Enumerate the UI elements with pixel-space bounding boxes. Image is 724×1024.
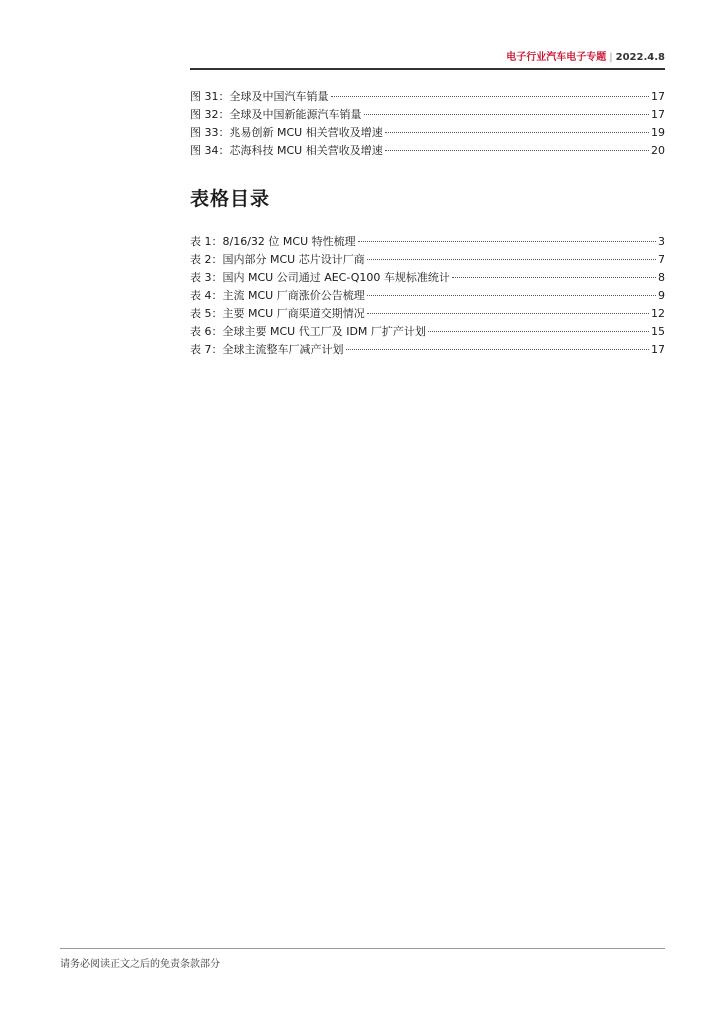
dot-leader: [452, 277, 656, 278]
table-list-item[interactable]: [190, 233, 665, 251]
table-list-item-label: 表 6：全球主要 MCU 代工厂及 IDM 厂扩产计划: [190, 325, 426, 338]
table-list-item[interactable]: [190, 341, 665, 359]
page-header: [190, 48, 665, 70]
table-list-item[interactable]: [190, 305, 665, 323]
figure-list-item-label: 图 31：全球及中国汽车销量: [190, 90, 329, 103]
figure-list: [190, 88, 665, 160]
figure-list-item-page: 17: [651, 90, 665, 103]
dot-leader: [428, 331, 649, 332]
table-list-item-label: 表 3：国内 MCU 公司通过 AEC-Q100 车规标准统计: [190, 271, 450, 284]
disclaimer-note: 请务必阅读正文之后的免责条款部分: [60, 959, 220, 970]
table-list-item[interactable]: [190, 251, 665, 269]
table-list-item-page: 3: [658, 235, 665, 248]
table-list-item[interactable]: [190, 287, 665, 305]
page-footer: [60, 948, 665, 970]
figure-list-item[interactable]: [190, 106, 665, 124]
dot-leader: [367, 295, 656, 296]
table-list-item-label: 表 5：主要 MCU 厂商渠道交期情况: [190, 307, 365, 320]
dot-leader: [364, 114, 650, 115]
figure-list-item-page: 19: [651, 126, 665, 139]
table-list-item-page: 9: [658, 289, 665, 302]
figure-list-item[interactable]: [190, 124, 665, 142]
dot-leader: [367, 313, 649, 314]
table-list: [190, 233, 665, 359]
table-list-item-label: 表 4：主流 MCU 厂商涨价公告梳理: [190, 289, 365, 302]
dot-leader: [385, 132, 649, 133]
dot-leader: [346, 349, 650, 350]
figure-list-item[interactable]: [190, 88, 665, 106]
figure-list-item-label: 图 34：芯海科技 MCU 相关营收及增速: [190, 144, 383, 157]
table-list-item-label: 表 1：8/16/32 位 MCU 特性梳理: [190, 235, 356, 248]
dot-leader: [385, 150, 649, 151]
dot-leader: [358, 241, 656, 242]
table-list-item-label: 表 2：国内部分 MCU 芯片设计厂商: [190, 253, 365, 266]
table-list-item[interactable]: [190, 269, 665, 287]
header-separator: |: [609, 52, 613, 63]
table-list-item-label: 表 7：全球主流整车厂减产计划: [190, 343, 344, 356]
table-list-item-page: 15: [651, 325, 665, 338]
figure-list-item-page: 20: [651, 144, 665, 157]
table-list-item-page: 7: [658, 253, 665, 266]
dot-leader: [367, 259, 656, 260]
header-title: 电子行业汽车电子专题: [506, 52, 607, 63]
header-date: 2022.4.8: [615, 52, 665, 63]
figure-list-item[interactable]: [190, 142, 665, 160]
figure-list-item-label: 图 33：兆易创新 MCU 相关营收及增速: [190, 126, 383, 139]
table-list-item-page: 17: [651, 343, 665, 356]
table-list-item-page: 12: [651, 307, 665, 320]
figure-list-item-label: 图 32：全球及中国新能源汽车销量: [190, 108, 362, 121]
dot-leader: [331, 96, 650, 97]
figure-list-item-page: 17: [651, 108, 665, 121]
table-list-item-page: 8: [658, 271, 665, 284]
table-list-heading: 表格目录: [190, 188, 271, 210]
table-list-item[interactable]: [190, 323, 665, 341]
